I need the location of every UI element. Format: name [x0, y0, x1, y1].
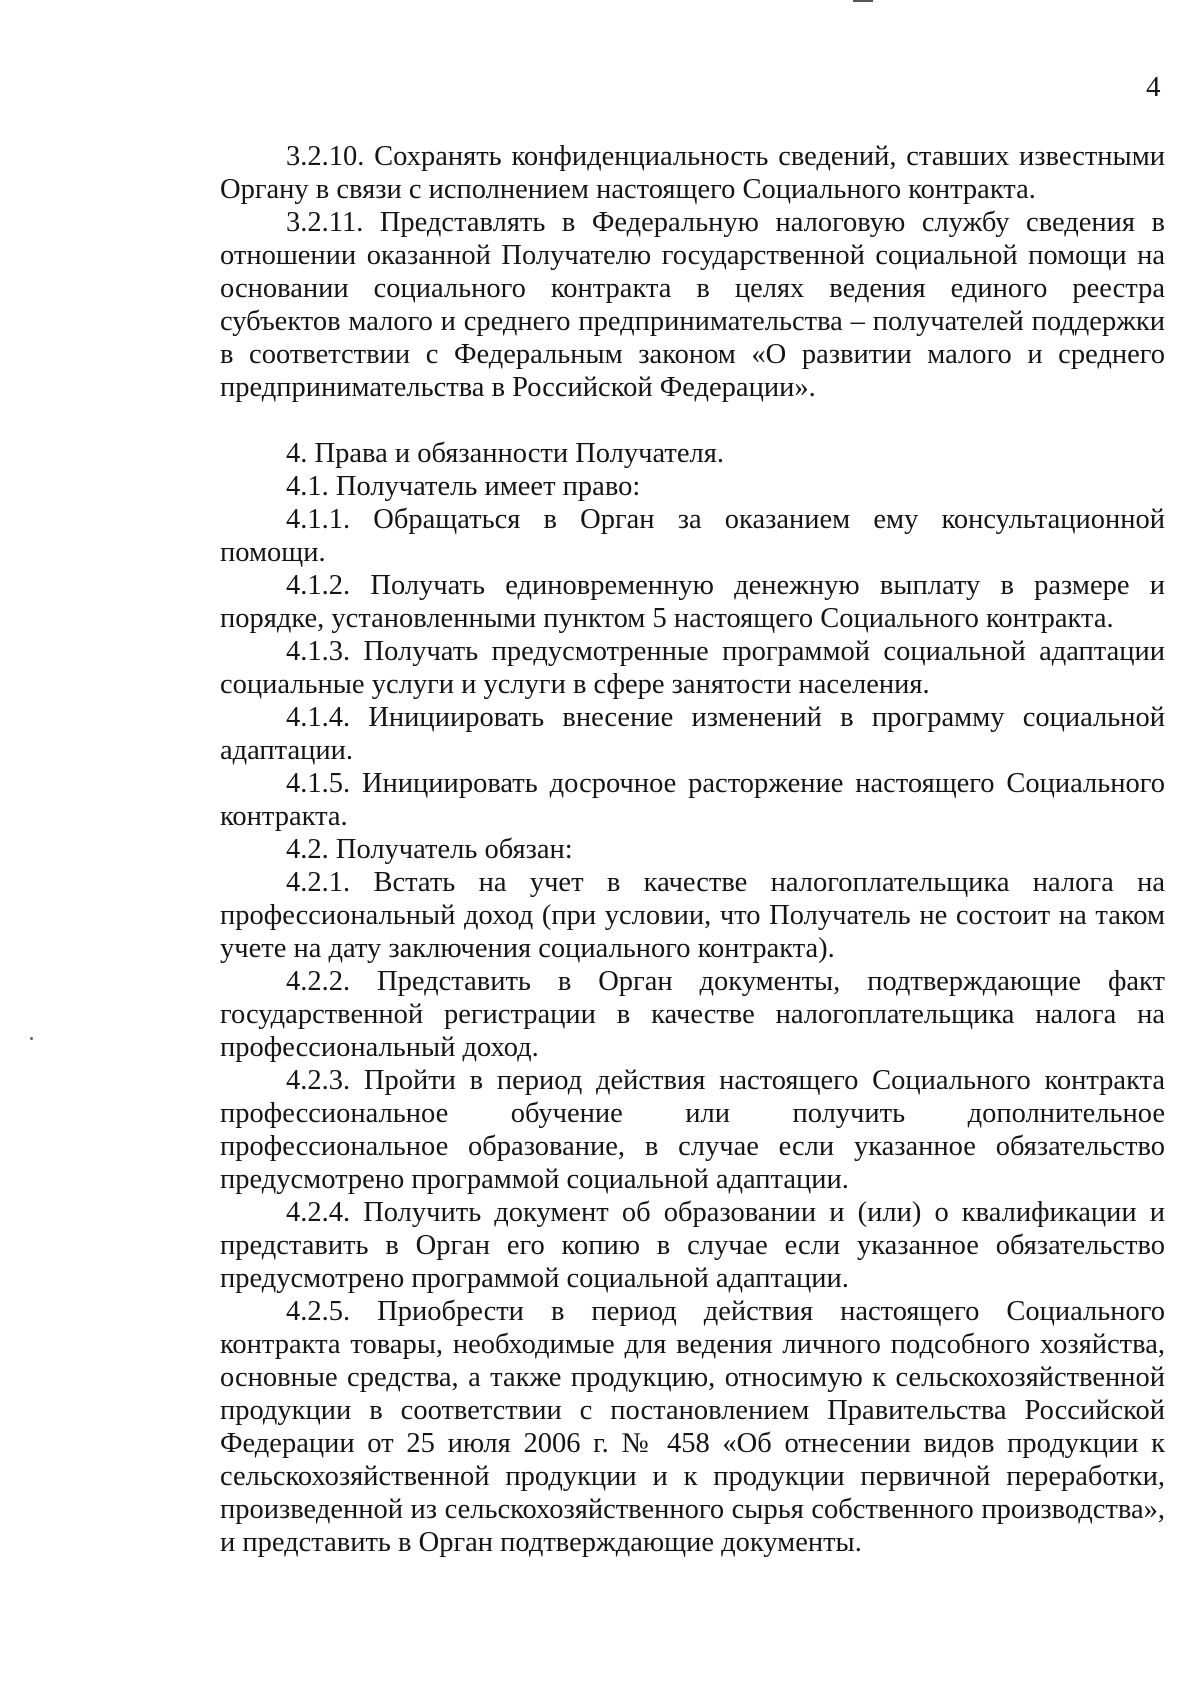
clause-3-2-10: 3.2.10. Сохранять конфиденциальность сведений, ставших известными Органу в связи с исполнением настоящего Социального контракта.: [220, 141, 1165, 205]
clause-4-1-5: 4.1.5. Инициировать досрочное расторжение настоящего Социального контракта.: [220, 768, 1165, 832]
clause-4-1-2: 4.1.2. Получать единовременную денежную выплату в размере и порядке, установленными пунктом 5 настоящего Социального контракта.: [220, 570, 1165, 634]
clause-4-2-5: 4.2.5. Приобрести в период действия настоящего Социального контракта товары, необходимые для ведения личного подсобного хозяйства, основные средства, а также продукцию, относимую к сельскохозяйственной продукции в соответствии с постановлением Правительства Российской Федерации от 25 июля 2006 г. № 458 «Об отнесении видов продукции к сельскохозяйственной продукции и к продукции первичной переработки, произведенной из сельскохозяйственного сырья собственного производства», и представить в Орган подтверждающие документы.: [220, 1296, 1165, 1558]
clause-4-2: 4.2. Получатель обязан:: [286, 834, 573, 865]
clause-4-1-4: 4.1.4. Инициировать внесение изменений в программу социальной адаптации.: [220, 702, 1165, 766]
clause-4-1-1: 4.1.1. Обращаться в Орган за оказанием ему консультационной помощи.: [220, 504, 1165, 568]
clause-4-1: 4.1. Получатель имеет право:: [286, 471, 641, 502]
scan-mark: [853, 0, 873, 2]
clause-4-2-4: 4.2.4. Получить документ об образовании и (или) о квалификации и представить в Орган его копию в случае если указанное обязательство предусмотрено программой социальной адаптации.: [220, 1197, 1165, 1294]
clause-4-1-3: 4.1.3. Получать предусмотренные программой социальной адаптации социальные услуги и услуги в сфере занятости населения.: [220, 636, 1165, 700]
section-4-heading: 4. Права и обязанности Получателя.: [286, 438, 724, 469]
clause-4-2-3: 4.2.3. Пройти в период действия настоящего Социального контракта профессиональное обучение или получить дополнительное профессиональное образование, в случае если указанное обязательство предусмотрено программой социальной адаптации.: [220, 1065, 1165, 1195]
document-body: [220, 140, 1165, 1559]
page-number: 4: [1146, 71, 1161, 103]
clause-3-2-11: 3.2.11. Представлять в Федеральную налоговую службу сведения в отношении оказанной Получателю государственной социальной помощи на основании социального контракта в целях ведения единого реестра субъектов малого и среднего предпринимательства – получателей поддержки в соответствии с Федеральным законом «О развитии малого и среднего предпринимательства в Российской Федерации».: [220, 207, 1165, 403]
section-gap: [220, 404, 1165, 437]
clause-4-2-2: 4.2.2. Представить в Орган документы, подтверждающие факт государственной регистрации в качестве налогоплательщика налога на профессиональный доход.: [220, 966, 1165, 1063]
clause-4-2-1: 4.2.1. Встать на учет в качестве налогоплательщика налога на профессиональный доход (при условии, что Получатель не состоит на таком учете на дату заключения социального контракта).: [220, 867, 1165, 964]
scan-speck: [30, 1037, 33, 1040]
